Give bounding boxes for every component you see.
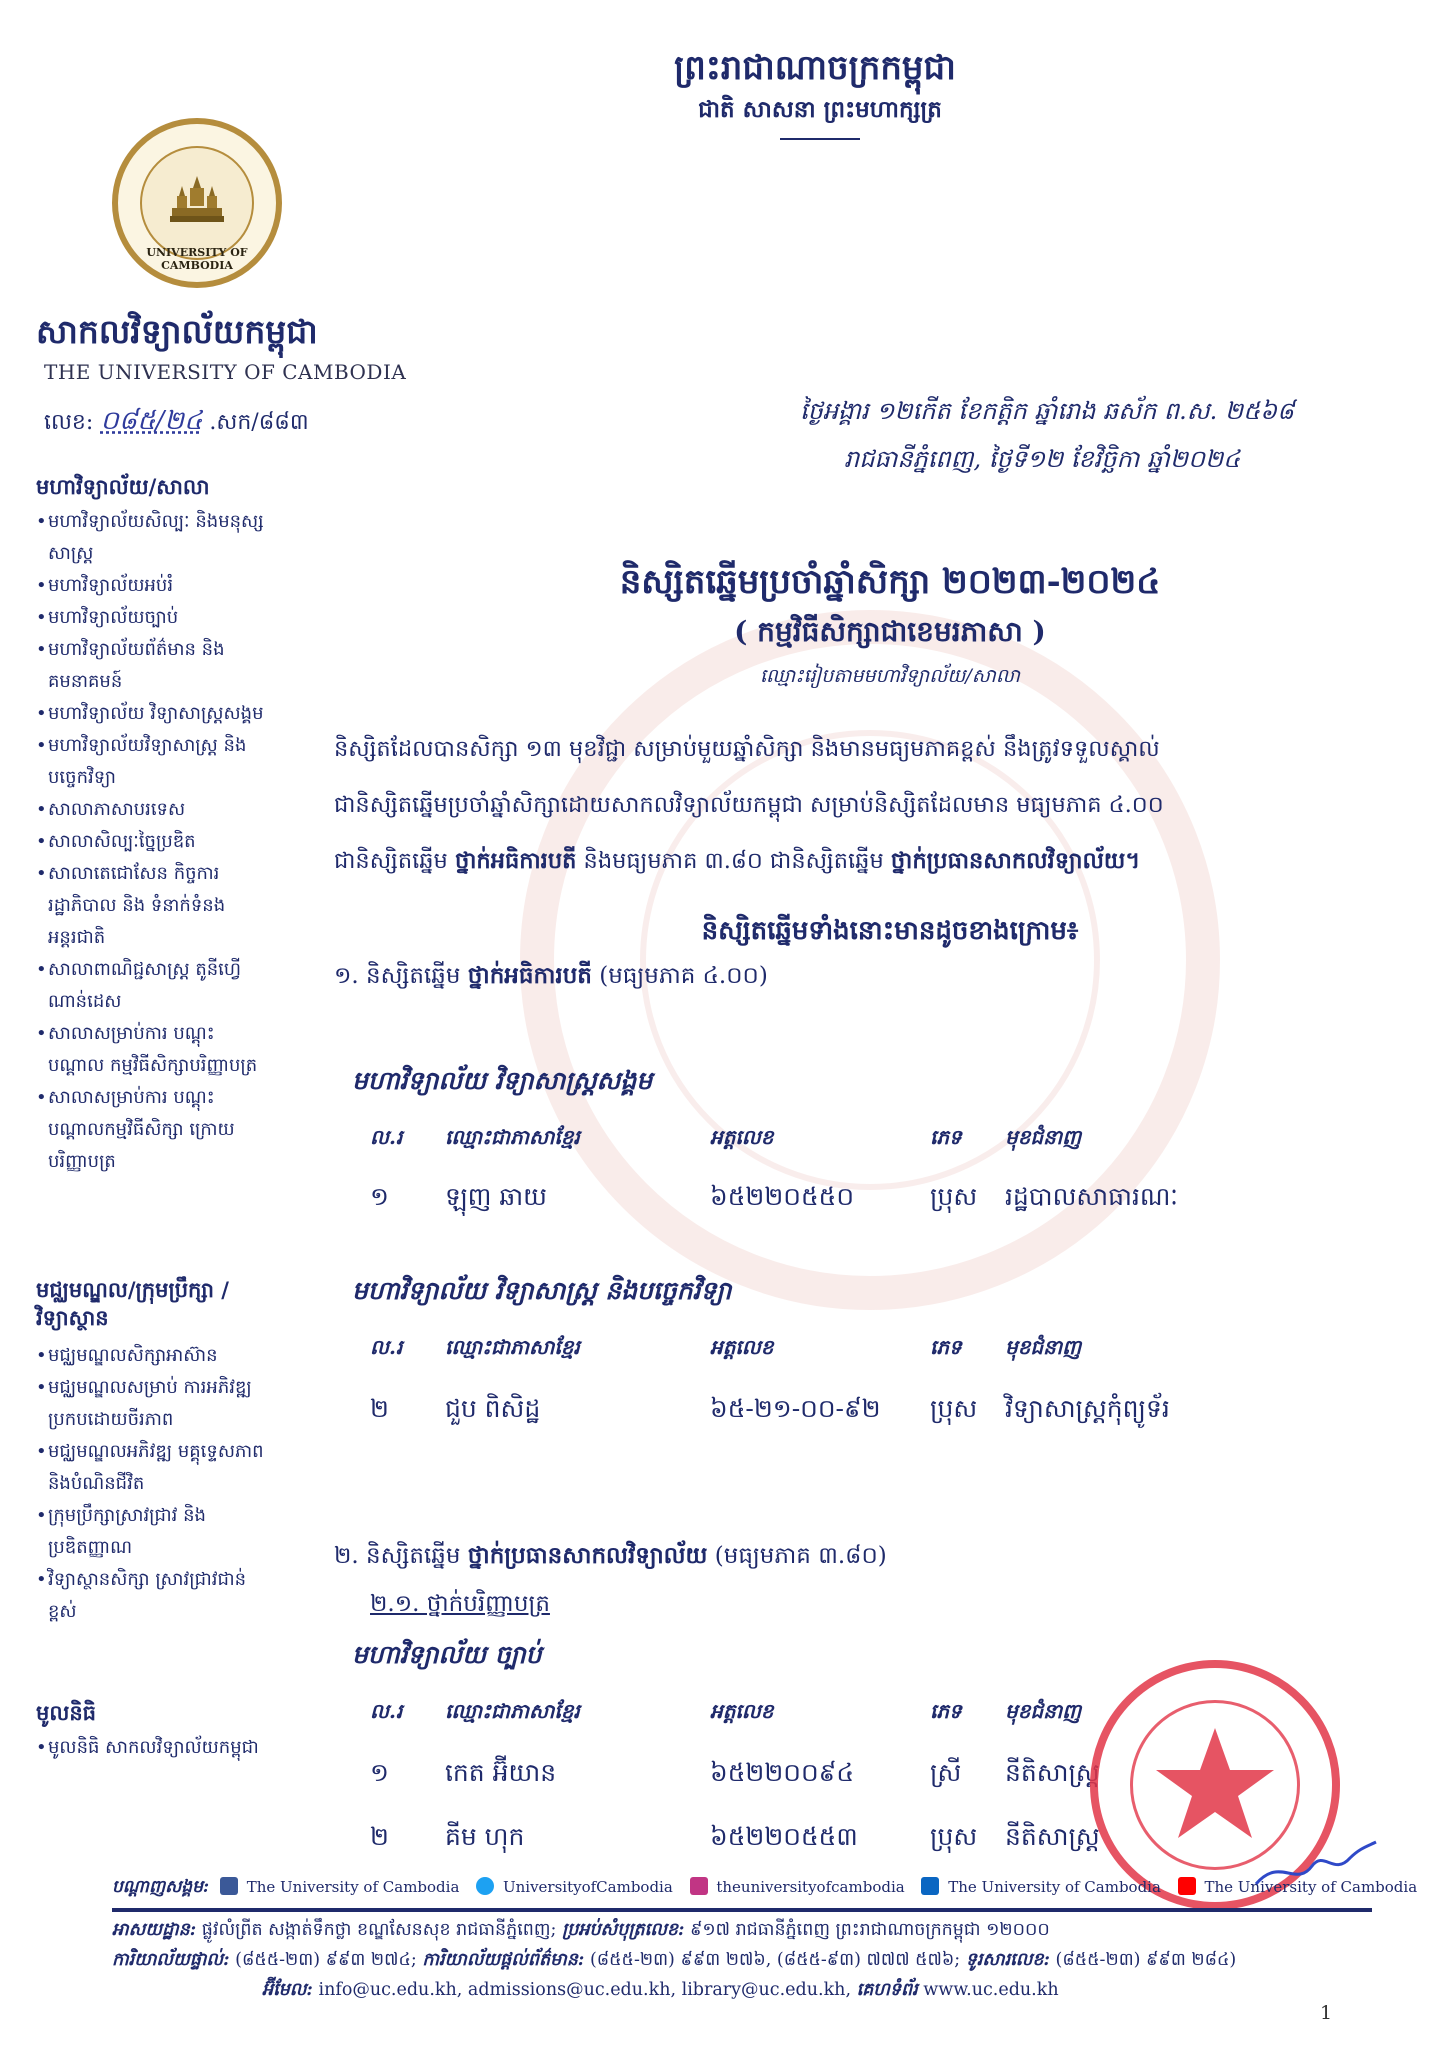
section-2-1-heading: ២.១. ថ្នាក់បរិញ្ញាបត្រ [370,1591,550,1617]
social-media-row [112,1876,1429,1901]
temple-icon [168,174,226,226]
column-header-id: អត្តលេខ [710,1699,774,1723]
document-title: និស្សិតឆ្នើមប្រចាំឆ្នាំសិក្សា ២០២៣-២០២៤ [619,562,1161,602]
faculty-heading: មហាវិទ្យាល័យ វិទ្យាសាស្ត្រ និងបច្ចេកវិទ្យា [352,1276,732,1305]
university-name-khmer: សាកលវិទ្យាល័យកម្ពុជា [36,312,318,351]
section-1-heading [334,962,768,995]
column-header-sex: ភេទ [930,1125,962,1149]
section-2-gpa: (មធ្យមភាគ ៣.៨០) [714,1543,887,1569]
sidebar-list-item: • សាលាសម្រាប់ការ បណ្ដុះបណ្ដាលកម្មវិធីសិក្សា ក្រោយបរិញ្ញាបត្រ [36,1082,266,1178]
list-heading: និស្សិតឆ្នើមទាំងនោះមានដូចខាងក្រោម៖ [701,916,1079,946]
section-2-prefix: ២. និស្សិតឆ្នើម [334,1543,461,1569]
row-name: កេត អ៊ីយាន [445,1758,557,1787]
column-header-id: អត្តលេខ [710,1125,774,1149]
linkedin-icon[interactable] [921,1877,939,1895]
sidebar-list-item: • មជ្ឈមណ្ឌលអភិវឌ្ឍ មគ្គុទ្ទេសភាព និងបំណិនជីវិត [36,1436,266,1500]
row-id: ៦៥-២១-០០-៩២ [710,1394,881,1423]
faculty-heading: មហាវិទ្យាល័យ វិទ្យាសាស្ត្រសង្គម [352,1066,653,1095]
column-header-no: ល.រ [370,1699,403,1723]
faculty-heading: មហាវិទ្យាល័យ ច្បាប់ [352,1640,542,1669]
sidebar-centers-list [36,1340,266,1628]
section-1-prefix: ១. និស្សិតឆ្នើម [334,963,461,989]
row-id: ៦៥២២០៥៥០ [710,1182,855,1211]
sidebar-list-item: • សាលាសម្រាប់ការ បណ្ដុះបណ្ដាល កម្មវិធីសិក្សាបរិញ្ញាបត្រ [36,1018,266,1082]
sidebar-list-item: • មជ្ឈមណ្ឌលសិក្សាអាស៊ាន [36,1340,266,1372]
column-header-major: មុខជំនាញ [1005,1335,1082,1359]
website-link[interactable]: www.uc.edu.kh [923,1980,1059,2000]
sidebar-faculty-list [36,506,266,1178]
row-no: ១ [370,1758,389,1787]
facebook-icon[interactable] [220,1877,238,1895]
lunar-date: ថ្ងៃអង្គារ ១២កើត ខែកត្តិក ឆ្នាំរោង ឆស័ក ព.ស. ២៥៦៨ [800,397,1295,425]
row-sex: ប្រុស [930,1394,978,1423]
sidebar-foundation-list [36,1732,266,1764]
national-motto: ជាតិ សាសនា ព្រះមហាក្សត្រ [698,96,942,123]
twitter-link[interactable]: UniversityofCambodia [502,1878,673,1896]
sidebar-list-item: • វិទ្យាស្ថានសិក្សា ស្រាវជ្រាវជាន់ខ្ពស់ [36,1564,266,1628]
row-no: ២ [370,1822,389,1851]
row-major: រដ្ឋបាលសាធារណៈ [1005,1182,1179,1211]
row-no: ១ [370,1182,389,1211]
sidebar-list-item: • មូលនិធិ សាកលវិទ្យាល័យកម្ពុជា [36,1732,266,1764]
social-label: បណ្ដាញសង្គម: [112,1877,210,1897]
row-id: ៦៥២២០០៩៤ [710,1758,855,1787]
instagram-link[interactable]: theuniversityofcambodia [716,1878,905,1896]
row-major: នីតិសាស្ត្រ [1005,1758,1100,1787]
footer-email-line [262,1978,1059,2004]
footer-divider [112,1908,1372,1912]
row-sex: ស្រី [930,1758,962,1787]
sidebar-list-item: • សាលាសិល្បៈច្នៃប្រឌិត [36,826,266,858]
column-header-major: មុខជំនាញ [1005,1699,1082,1723]
reference-handwritten: ០៨៥/២៤ [100,406,203,436]
column-header-name: ឈ្មោះជាភាសាខ្មែរ [445,1699,580,1723]
email-value[interactable]: info@uc.edu.kh, admissions@uc.edu.kh, library@uc.edu.kh, [318,1980,852,2000]
linkedin-link[interactable]: The University of Cambodia [948,1878,1161,1896]
footer-phone-line [112,1948,1236,1974]
sidebar-heading-centers: មជ្ឈមណ្ឌល/ក្រុមប្រឹក្សា / វិទ្យាស្ថាន [36,1277,229,1330]
address-value: ផ្លូវលំព្រីត សង្កាត់ទឹកថ្លា ខណ្ឌសែនសុខ រាជធានីភ្នំពេញ; [201,1920,557,1940]
reference-suffix: .សក/៨៨៣ [209,410,309,435]
row-name: ឡុញ ឆាយ [445,1182,547,1211]
column-header-id: អត្តលេខ [710,1335,774,1359]
info-value: (៨៥៥-២៣) ៩៩៣ ២៧៦, (៨៥៥-៩៣) ៧៧៧ ៥៧៦; [589,1950,961,1970]
solar-date: រាជធានីភ្នំពេញ, ថ្ងៃទី១២ ខែវិច្ឆិកា ឆ្នាំ២០២៤ [844,445,1241,473]
sidebar-list-item: • មហាវិទ្យាល័យច្បាប់ [36,602,266,634]
youtube-link[interactable]: The University of Cambodia [1204,1878,1418,1896]
column-header-no: ល.រ [370,1335,403,1359]
column-header-sex: ភេទ [930,1699,962,1723]
sidebar-heading-foundation: មូលនិធិ [36,1700,96,1725]
sidebar-list-item: • មហាវិទ្យាល័យព័ត៌មាន និងគមនាគមន៍ [36,634,266,698]
intro-line-3-c: និងមធ្យមភាគ ៣.៨០ ជានិស្សិតឆ្នើម [583,848,884,874]
youtube-icon[interactable] [1178,1877,1196,1895]
section-1-gpa: (មធ្យមភាគ ៤.០០) [599,963,768,989]
sidebar-list-item: • មហាវិទ្យាល័យ វិទ្យាសាស្ត្រសង្គម [36,698,266,730]
office-value: (៨៥៥-២៣) ៩៩៣ ២៧៤; [235,1950,417,1970]
document-subtitle: ( កម្មវិធីសិក្សាជាខេមរភាសា ) [734,615,1046,648]
sidebar-list-item: • មហាវិទ្យាល័យសិល្បៈ និងមនុស្សសាស្ត្រ [36,506,266,570]
row-sex: ប្រុស [930,1182,978,1211]
twitter-icon[interactable] [476,1877,494,1895]
row-id: ៦៥២២០៥៥៣ [710,1822,858,1851]
row-name: ជួប ពិសិដ្ឋ [445,1394,541,1423]
section-2-award: ថ្នាក់ប្រធានសាកលវិទ្យាល័យ [467,1542,708,1569]
section-1-award: ថ្នាក់អធិការបតី [467,962,592,989]
sidebar-list-item: • មហាវិទ្យាល័យអប់រំ [36,570,266,602]
kingdom-heading: ព្រះរាជាណាចក្រកម្ពុជា [674,48,956,88]
award-president: ថ្នាក់ប្រធានសាកលវិទ្យាល័យ។ [890,848,1141,874]
sidebar-heading-faculties: មហាវិទ្យាល័យ/សាលា [36,474,210,499]
reference-number [44,404,309,442]
address-label: អាសយដ្ឋាន: [112,1920,197,1940]
logo-caption: UNIVERSITY OF CAMBODIA [146,246,248,272]
pobox-label: ប្រអប់សំបុត្រលេខ: [562,1920,685,1940]
sidebar-list-item: • សាលាភាសាបរទេស [36,794,266,826]
row-major: វិទ្យាសាស្ត្រកុំព្យូទ័រ [1005,1394,1170,1423]
sidebar-list-item: • ក្រុមប្រឹក្សាស្រាវជ្រាវ និងប្រឌិតញ្ញាណ [36,1500,266,1564]
fax-value: (៨៥៥-២៣) ៩៩៣ ២៨៤) [1055,1950,1237,1970]
award-chancellor: ថ្នាក់អធិការបតី [454,848,577,874]
column-header-sex: ភេទ [930,1335,962,1359]
column-header-major: មុខជំនាញ [1005,1125,1082,1149]
page-number: 1 [1320,2002,1333,2024]
office-label: ការិយាល័យផ្ទាល់: [112,1950,230,1970]
web-label: គេហទំព័រ [856,1980,918,2000]
row-sex: ប្រុស [930,1822,978,1851]
instagram-icon[interactable] [690,1877,708,1895]
facebook-link[interactable]: The University of Cambodia [246,1878,460,1896]
intro-line-1: និស្សិតដែលបានសិក្សា ១៣ មុខវិជ្ជា សម្រាប់មួយឆ្នាំសិក្សា និងមានមធ្យមភាគខ្ពស់ នឹងត្រូវទទួលស្គាល់ [334,736,1160,762]
intro-line-2: ជានិស្សិតឆ្នើមប្រចាំឆ្នាំសិក្សាដោយសាកលវិទ្យាល័យកម្ពុជា សម្រាប់និស្សិតដែលមាន មធ្យមភាគ ៤.០០ [334,792,1164,818]
fax-label: ទូរសារលេខ: [965,1950,1050,1970]
reference-label: លេខ: [44,410,94,435]
sidebar-list-item: • សាលាតេជោសែន កិច្ចការរដ្ឋាភិបាល និង ទំនាក់ទំនងអន្តរជាតិ [36,858,266,954]
header-ornament [780,138,860,140]
column-header-name: ឈ្មោះជាភាសាខ្មែរ [445,1125,580,1149]
email-label: អ៊ីមែល: [262,1980,313,2000]
order-note: ឈ្មោះរៀបតាមមហាវិទ្យាល័យ/សាលា [759,665,1021,687]
column-header-no: ល.រ [370,1125,403,1149]
intro-line-3 [334,846,1384,876]
row-major: នីតិសាស្ត្រ [1005,1822,1100,1851]
star-icon [1150,1720,1280,1850]
row-no: ២ [370,1394,389,1423]
info-label: ការិយាល័យផ្ដល់ព័ត៌មាន: [422,1950,585,1970]
intro-line-3-a: ជានិស្សិតឆ្នើម [334,848,448,874]
university-name-english: THE UNIVERSITY OF CAMBODIA [44,360,407,384]
sidebar-list-item: • សាលាពាណិជ្ជសាស្ត្រ តូនីហ្វើណាន់ដេស [36,954,266,1018]
section-2-heading [334,1542,887,1575]
sidebar-list-item: • មជ្ឈមណ្ឌលសម្រាប់ ការអភិវឌ្ឍ ប្រកបដោយចីរភាព [36,1372,266,1436]
sidebar-list-item: • មហាវិទ្យាល័យវិទ្យាសាស្ត្រ និងបច្ចេកវិទ្យា [36,730,266,794]
column-header-name: ឈ្មោះជាភាសាខ្មែរ [445,1335,580,1359]
footer-address-line [112,1918,1050,1944]
pobox-value: ៩១៧ រាជធានីភ្នំពេញ ព្រះរាជាណាចក្រកម្ពុជា ១២០០០ [690,1920,1050,1940]
row-name: គីម ហុក [445,1822,525,1851]
